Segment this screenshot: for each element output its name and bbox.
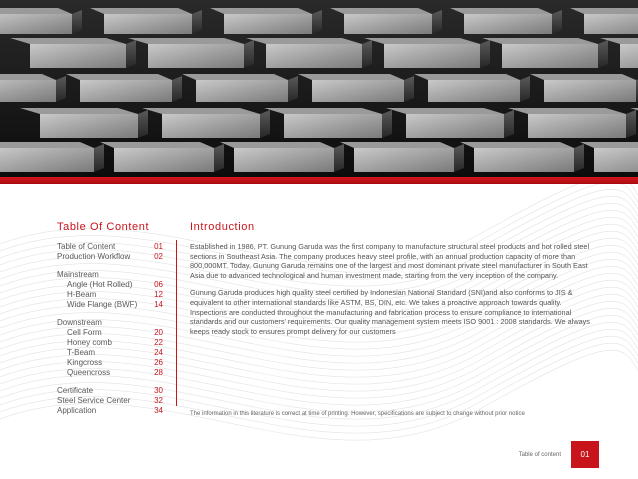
- toc-group-heading: Downstream: [57, 318, 102, 327]
- toc-entry-page: 30: [154, 386, 163, 395]
- toc-entry-page: 26: [154, 358, 163, 367]
- toc-entry-page: 34: [154, 406, 163, 415]
- toc-entry-label: H-Beam: [67, 290, 97, 299]
- toc-entry-page: 12: [154, 290, 163, 299]
- introduction-body: [190, 242, 590, 344]
- toc-entry-page: 06: [154, 280, 163, 289]
- toc-entry-page: 22: [154, 338, 163, 347]
- toc-entry[interactable]: [57, 386, 163, 396]
- intro-paragraph-1: Established in 1986, PT. Gunung Garuda was the first company to manufacture structural steel products and hot rolled steel sections in Southeast Asia. The company produces heavy steel profile, with an annual production capacity of more than 800,000MT. Today, Gunung Garuda remains one of the largest and most dominant private steel manufacturer in South East Asia due to advanced technological and human investment made, starting from the very inception of the company.: [190, 242, 590, 280]
- toc-entry-label: Steel Service Center: [57, 396, 131, 405]
- toc-entry-page: 20: [154, 328, 163, 337]
- toc-entry[interactable]: [57, 242, 163, 252]
- toc-entry-label: Queencross: [67, 368, 111, 377]
- toc-entry-label: Honey comb: [67, 338, 112, 347]
- hero-steel-beams-photo: [0, 0, 638, 177]
- toc-entry-label: Application: [57, 406, 97, 415]
- toc-entry[interactable]: [57, 300, 163, 310]
- toc-entry[interactable]: [57, 358, 163, 368]
- toc-entry[interactable]: [57, 406, 163, 416]
- toc-entry[interactable]: [57, 328, 163, 338]
- toc-entry-label: Wide Flange (BWF): [67, 300, 138, 309]
- toc-entry-label: T-Beam: [67, 348, 96, 357]
- table-of-contents: [57, 242, 163, 416]
- intro-paragraph-2: Gunung Garuda produces high quality steel certified by Indonesian National Standard (SNI)and also conforms to JIS & equivalent to other international standards like ASTM, BS, DIN, etc. We takes a proactive approach towards quality. Inspections are conducted throughout the manufacturing and fabrication process to ensure compliance to international standards and our customers' requirements. Our quality management system meets ISO 9001 : 2008 standards. We always keeps ready stock to ensures prompt delivery for our customers: [190, 288, 590, 336]
- toc-entry-page: 14: [154, 300, 163, 309]
- toc-entry[interactable]: [57, 252, 163, 262]
- toc-entry-label: Production Workflow: [57, 252, 131, 261]
- toc-entry[interactable]: [57, 338, 163, 348]
- toc-entry-label: Table of Content: [57, 242, 116, 251]
- toc-entry[interactable]: [57, 348, 163, 358]
- toc-entry-page: 24: [154, 348, 163, 357]
- red-divider-bar: [0, 177, 638, 184]
- toc-entry-label: Cell Form: [67, 328, 102, 337]
- toc-entry-label: Angle (Hot Rolled): [67, 280, 133, 289]
- toc-entry-page: 02: [154, 252, 163, 261]
- toc-entry[interactable]: [57, 280, 163, 290]
- disclaimer-note: The information in this literature is correct at time of printing. However, specifications are subject to change without prior notice: [190, 411, 525, 417]
- intro-heading: Introduction: [190, 221, 255, 233]
- toc-entry[interactable]: [57, 290, 163, 300]
- toc-entry-page: 32: [154, 396, 163, 405]
- toc-entry[interactable]: [57, 396, 163, 406]
- toc-entry[interactable]: [57, 368, 163, 378]
- column-divider: [176, 240, 177, 406]
- page-number-badge: 01: [571, 441, 599, 468]
- toc-heading: Table Of Content: [57, 221, 150, 233]
- toc-entry-label: Kingcross: [67, 358, 103, 367]
- toc-entry-page: 01: [154, 242, 163, 251]
- footer-section-label: Table of content: [518, 452, 561, 458]
- toc-group-heading: Mainstream: [57, 270, 99, 279]
- toc-entry-label: Certificate: [57, 386, 94, 395]
- toc-entry-page: 28: [154, 368, 163, 377]
